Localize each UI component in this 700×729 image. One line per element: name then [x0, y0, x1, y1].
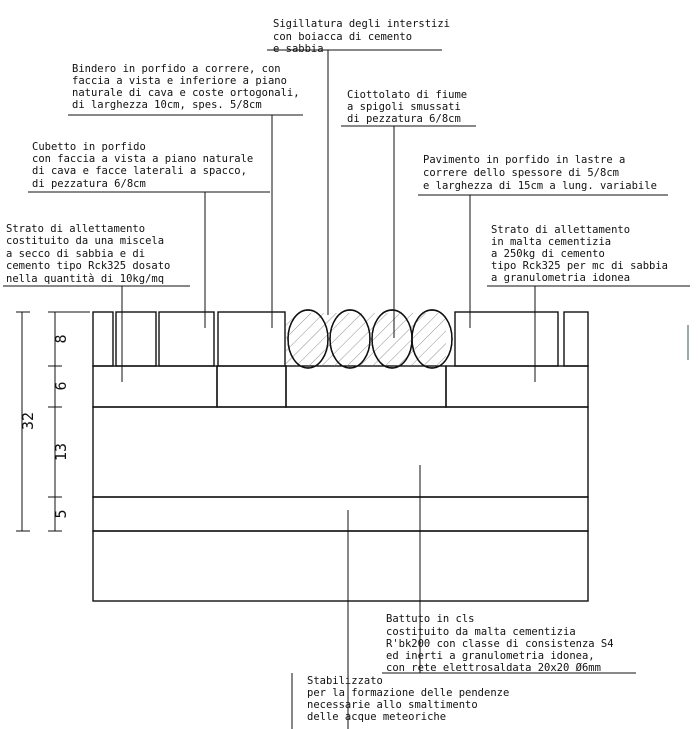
svg-text:Pavimento in porfido in lastre: Pavimento in porfido in lastre a	[423, 154, 626, 166]
label-stabilizzato	[307, 675, 509, 723]
label-strato-malta	[491, 224, 668, 284]
svg-text:a granulometria idonea: a granulometria idonea	[491, 272, 631, 284]
label-bindero	[72, 63, 300, 111]
svg-text:Battuto in cls: Battuto in cls	[386, 613, 475, 625]
svg-text:con boiacca di cemento: con boiacca di cemento	[273, 31, 413, 43]
svg-text:Bindero in porfido a correre,: Bindero in porfido a correre, con	[72, 63, 281, 75]
svg-text:a spigoli smussati: a spigoli smussati	[347, 101, 461, 113]
stabilizzato-layer	[93, 531, 588, 601]
svg-text:e sabbia: e sabbia	[273, 43, 324, 55]
svg-text:cemento tipo Rck325 dosato: cemento tipo Rck325 dosato	[6, 260, 171, 272]
svg-text:con rete elettrosaldata 20x20: con rete elettrosaldata 20x20 Ø6mm	[386, 662, 601, 674]
svg-text:costituito da una miscela: costituito da una miscela	[6, 235, 165, 247]
label-strato-secco	[6, 223, 170, 285]
svg-text:a secco di sabbia e di: a secco di sabbia e di	[6, 248, 146, 260]
label-cubetto	[32, 141, 253, 190]
dry-bedding-left	[93, 366, 217, 407]
label-battuto	[386, 613, 614, 674]
dim-layer-gravel: 5	[52, 509, 70, 519]
svg-text:naturale di cava e coste ortog: naturale di cava e coste ortogonali,	[72, 87, 300, 99]
mortar-bedding-left	[217, 366, 286, 407]
svg-text:Cubetto in porfido: Cubetto in porfido	[32, 141, 146, 153]
svg-text:Stabilizzato: Stabilizzato	[307, 675, 383, 687]
svg-text:necessarie allo smaltimento: necessarie allo smaltimento	[307, 699, 478, 711]
svg-text:di pezzatura 6/8cm: di pezzatura 6/8cm	[32, 178, 146, 190]
svg-text:correre dello spessore di 5/8c: correre dello spessore di 5/8cm	[423, 167, 619, 179]
concrete-slab-layer	[93, 407, 588, 497]
dim-layer-concrete: 13	[52, 442, 70, 462]
svg-text:a 250kg di cemento: a 250kg di cemento	[491, 248, 605, 260]
svg-text:tipo Rck325 per mc di sabbia: tipo Rck325 per mc di sabbia	[491, 260, 669, 272]
dim-total: 32	[19, 411, 37, 431]
svg-text:ed inerti a granulometria idon: ed inerti a granulometria idonea,	[386, 650, 595, 662]
svg-text:per la formazione delle penden: per la formazione delle pendenze	[307, 687, 510, 699]
svg-text:Strato di allettamento: Strato di allettamento	[491, 224, 631, 236]
mortar-bedding-right	[446, 366, 588, 407]
svg-text:di larghezza 10cm, spes. 5/8cm: di larghezza 10cm, spes. 5/8cm	[72, 99, 262, 111]
svg-text:nella quantità di 10kg/mq: nella quantità di 10kg/mq	[6, 273, 165, 285]
svg-text:di pezzatura 6/8cm: di pezzatura 6/8cm	[347, 113, 461, 125]
svg-text:in malta cementizia: in malta cementizia	[491, 236, 612, 248]
svg-text:con faccia a vista a piano nat: con faccia a vista a piano naturale	[32, 153, 254, 165]
dim-layer-top: 8	[52, 334, 70, 344]
svg-text:Strato di allettamento: Strato di allettamento	[6, 223, 146, 235]
svg-text:R'bk200 con classe di consiste: R'bk200 con classe di consistenza S4	[386, 638, 614, 650]
gravel-band-layer	[93, 497, 588, 531]
svg-text:e larghezza di 15cm a lung. va: e larghezza di 15cm a lung. variabile	[423, 180, 657, 192]
label-sigillatura	[273, 18, 450, 55]
label-pavimento	[423, 154, 657, 192]
river-cobbles	[286, 310, 452, 368]
dry-bedding-middle	[286, 366, 446, 407]
porphyry-slabs	[455, 312, 588, 366]
svg-text:delle acque meteoriche: delle acque meteoriche	[307, 711, 447, 723]
svg-text:Ciottolato di fiume: Ciottolato di fiume	[347, 89, 468, 101]
label-ciottolato	[347, 89, 467, 125]
svg-text:faccia a vista e inferiore a p: faccia a vista e inferiore a piano	[72, 75, 287, 87]
svg-text:Sigillatura degli interstizi: Sigillatura degli interstizi	[273, 18, 451, 30]
svg-text:costituito da malta cementizia: costituito da malta cementizia	[386, 626, 576, 638]
svg-text:di cava e facce laterali a spa: di cava e facce laterali a spacco,	[32, 165, 247, 177]
dim-layer-bedding: 6	[52, 381, 70, 391]
